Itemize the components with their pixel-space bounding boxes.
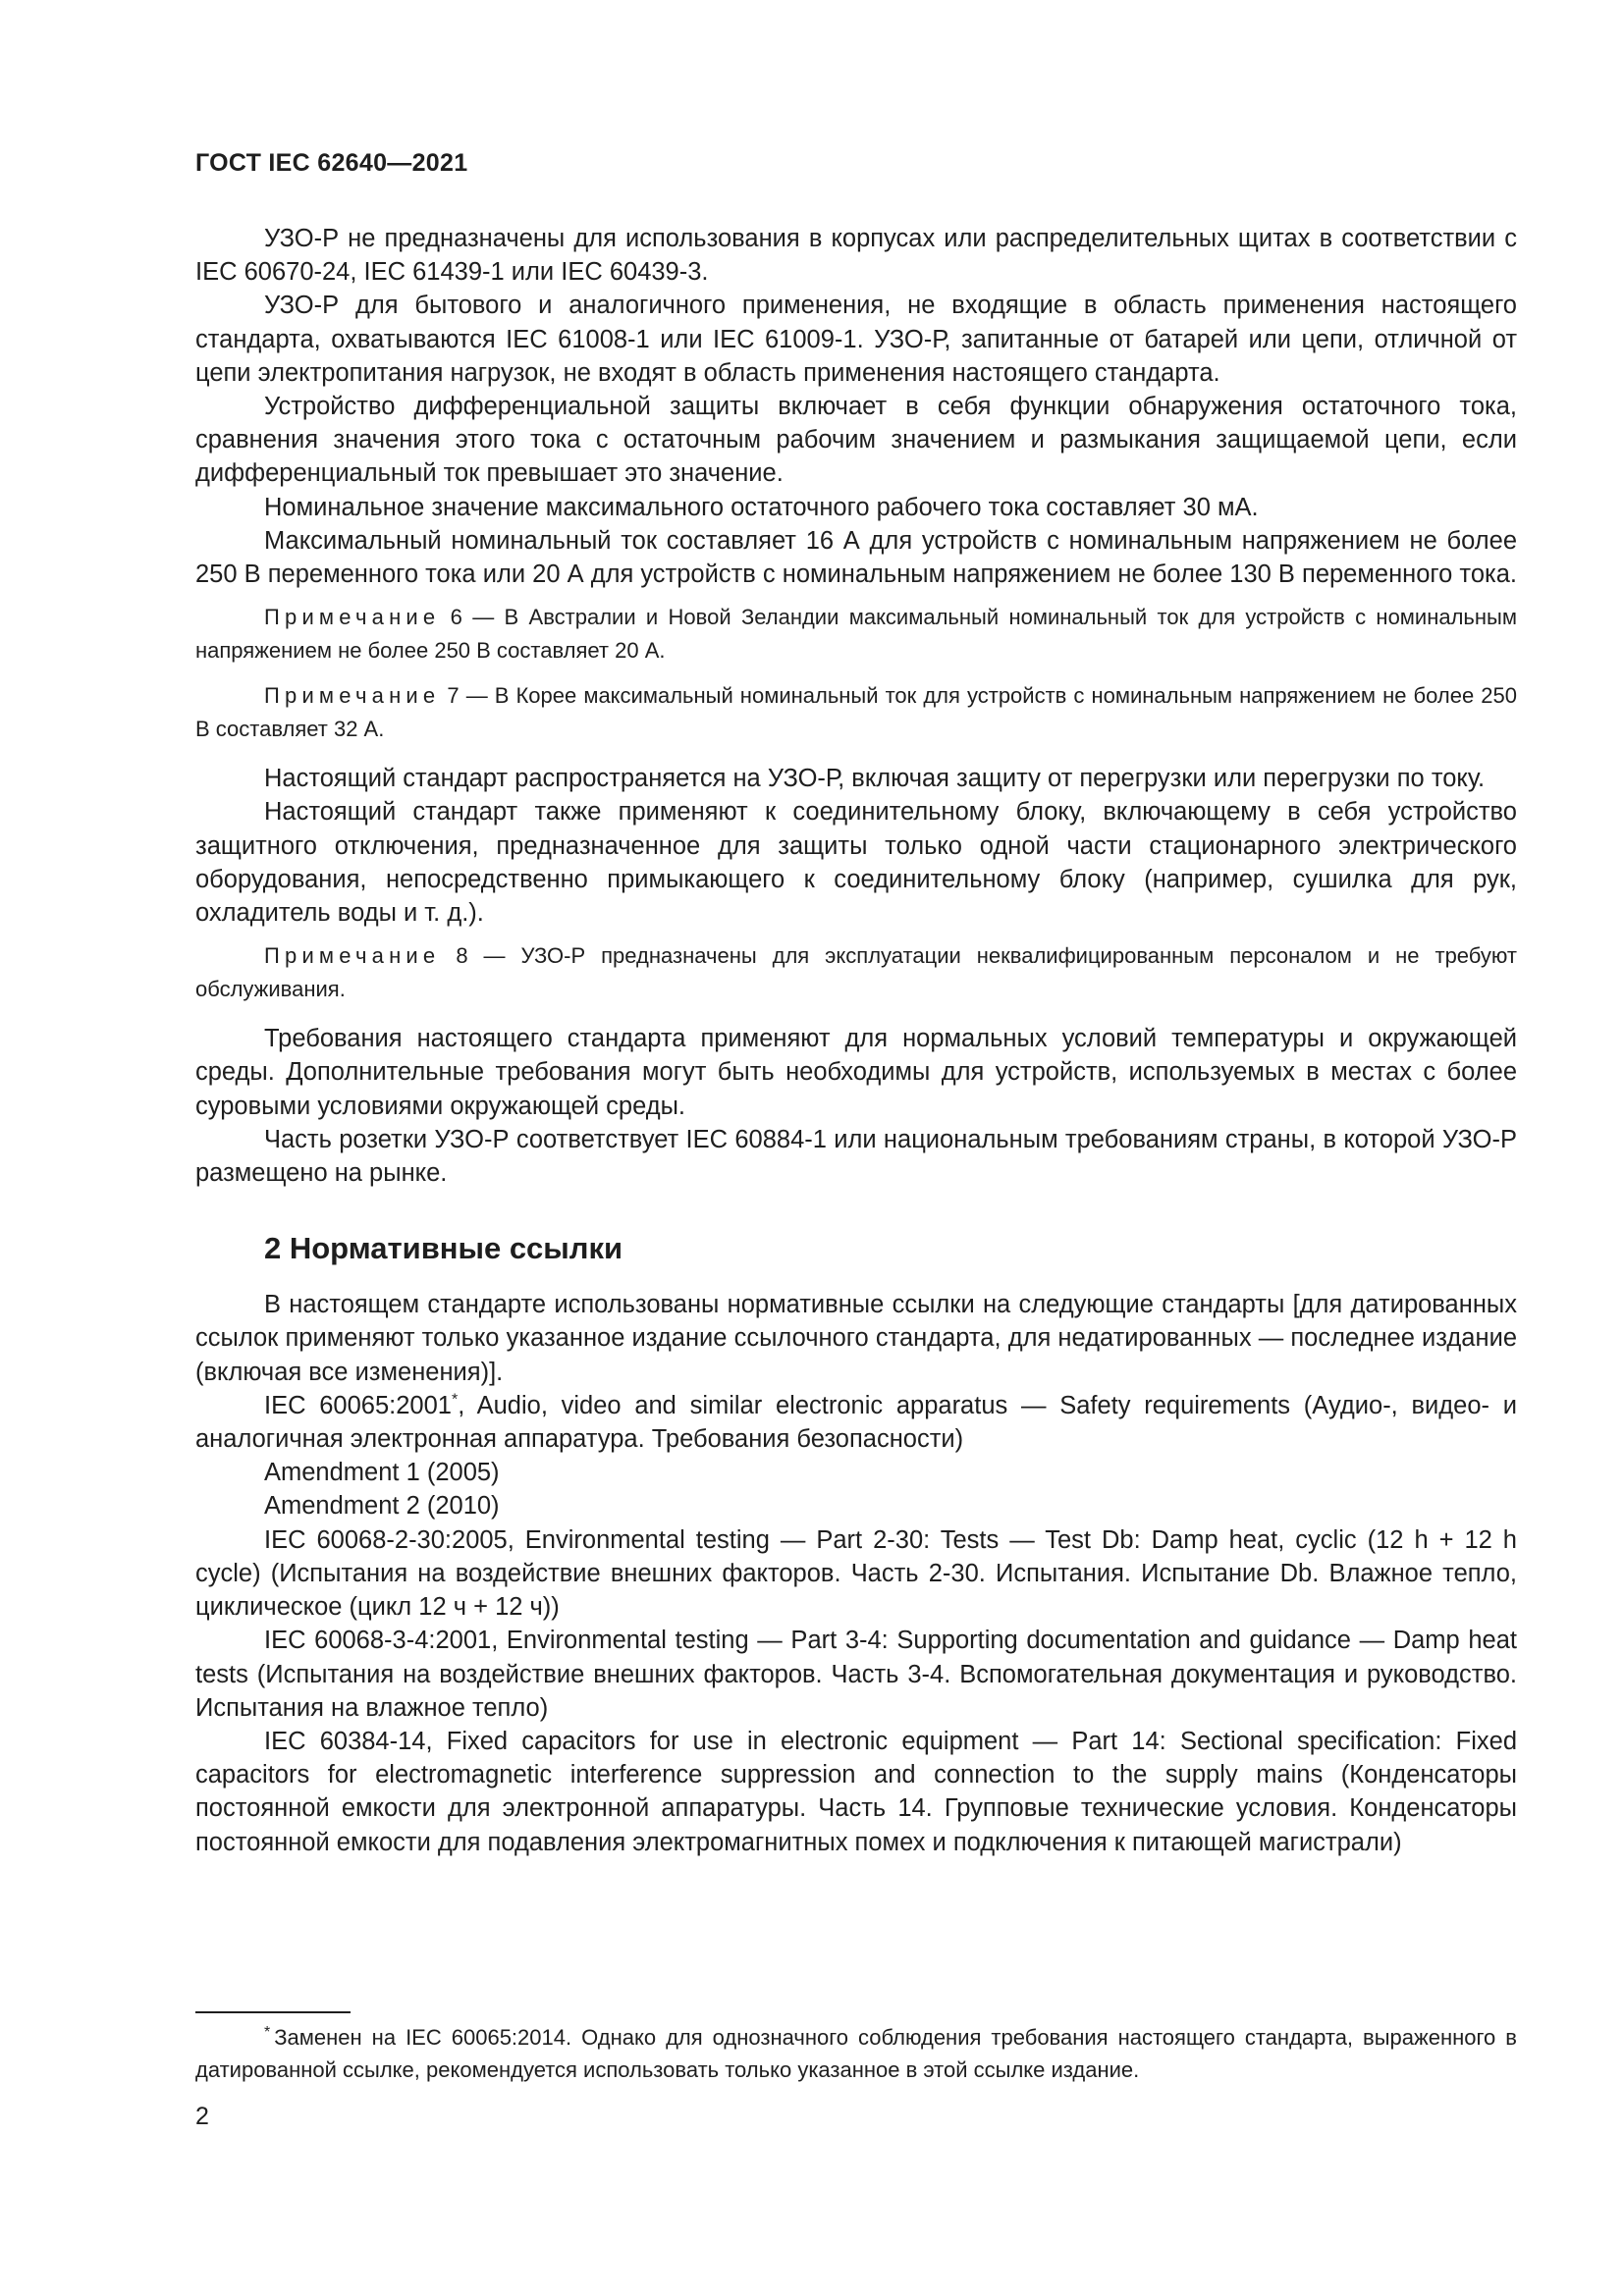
note-label: Примечание — [264, 605, 441, 630]
footnote-mark: * — [264, 2023, 271, 2041]
reference-iec-60065 — [195, 1389, 1517, 1456]
note-text: 7 — В Корее максимальный номинальный ток для устройств с номинальным напряжением не более 250 В составляет 32 А. — [195, 683, 1517, 742]
reference-iec-60068-2-30: IEC 60068-2-30:2005, Environmental testing — Part 2-30: Tests — Test Db: Damp heat, cyclic (12 h + 12 h cycle) (Испытания на воздействие внешних факторов. Часть 2-30. Испытания. Испытание Db. Влажное тепло, циклическое (цикл 12 ч + 12 ч)) — [195, 1525, 1517, 1622]
paragraph-device-functions: Устройство дифференциальной защиты включает в себя функции обнаружения остаточного тока, сравнения значения этого тока с остаточным рабочим значением и размыкания защищаемой цепи, если дифференциальный ток превышает это значение. — [195, 393, 1517, 488]
reference-iec-60068-3-4: IEC 60068-3-4:2001, Environmental testing — Part 3-4: Supporting documentation and guidance — Damp heat tests (Испытания на воздействие внешних факторов. Часть 3-4. Вспомогательная документация и руководство. Испытания на влажное тепло) — [195, 1627, 1517, 1722]
footnote-separator — [195, 2011, 351, 2013]
paragraph-rated-residual-current: Номинальное значение максимального остаточного рабочего тока составляет 30 мА. — [264, 493, 1259, 521]
note-7 — [195, 679, 1517, 746]
note-text: 8 — УЗО-Р предназначены для эксплуатации неквалифицированным персоналом и не требуют обслуживания. — [195, 943, 1517, 1002]
amendment-1: Amendment 1 (2005) — [264, 1459, 500, 1487]
note-label: Примечание — [264, 683, 441, 709]
paragraph-household-scope: УЗО-Р для бытового и аналогичного применения, не входящие в область применения настоящего стандарта, охватываются IEC 61008-1 или IEC 61009-1. УЗО-Р, запитанные от батарей или цепи, отличной от цепи электропитания нагрузок, не входят в область применения настоящего стандарта. — [195, 292, 1517, 387]
page-number: 2 — [195, 2103, 209, 2130]
reference-text: , Audio, video and similar electronic apparatus — Safety requirements (Аудио-, видео- и аналогичная электронная аппаратура. Требования безопасности) — [195, 1391, 1517, 1454]
section-heading: 2 Нормативные ссылки — [264, 1231, 623, 1266]
footnote-marker[interactable]: * — [451, 1391, 459, 1409]
footnote-text: Заменен на IEC 60065:2014. Однако для однозначного соблюдения требования настоящего стандарта, выраженного в датированной ссылке, рекомендуется использовать только указанное в этой ссылке издание. — [195, 2025, 1517, 2082]
reference-iec-60384-14: IEC 60384-14, Fixed capacitors for use in electronic equipment — Part 14: Sectional specification: Fixed capacitors for electromagnetic interference suppression and connection to the supply mains (Конденсаторы постоянной емкости для электронной аппаратуры. Часть 14. Групповые технические условия. Конденсаторы постоянной емкости для подавления электромагнитных помех и подключения к питающей магистрали) — [195, 1727, 1517, 1856]
note-6 — [195, 601, 1517, 667]
paragraph-overload-protection: Настоящий стандарт распространяется на УЗО-Р, включая защиту от перегрузки или перегрузки по току. — [264, 765, 1486, 793]
paragraph-max-rated-current: Максимальный номинальный ток составляет 16 А для устройств с номинальным напряжением не более 250 В переменного тока или 20 А для устройств с номинальным напряжением не более 130 В переменного тока. — [195, 526, 1517, 589]
paragraph-normative-intro: В настоящем стандарте использованы нормативные ссылки на следующие стандарты [для датированных ссылок применяют только указанное издание ссылочного стандарта, для недатированных — последнее издание (включая все изменения)]. — [195, 1291, 1517, 1386]
paragraph-not-for-enclosures: УЗО-Р не предназначены для использования в корпусах или распределительных щитах в соответствии с IEC 60670-24, IEC 61439-1 или IEC 60439-3. — [195, 225, 1517, 287]
note-text: 6 — В Австралии и Новой Зеландии максимальный номинальный ток для устройств с номинальным напряжением не более 250 В составляет 20 А. — [195, 605, 1517, 664]
page-content — [195, 222, 1517, 1859]
note-8 — [195, 939, 1517, 1006]
paragraph-environment-conditions: Требования настоящего стандарта применяют для нормальных условий температуры и окружающей среды. Дополнительные требования могут быть необходимы для устройств, используемых в местах с более суровыми условиями окружающей среды. — [195, 1025, 1517, 1120]
paragraph-connection-unit: Настоящий стандарт также применяют к соединительному блоку, включающему в себя устройство защитного отключения, предназначенное для защиты только одной части стационарного электрического оборудования, непосредственно примыкающего к соединительному блоку (например, сушилка для рук, охладитель воды и т. д.). — [195, 798, 1517, 928]
amendment-2: Amendment 2 (2010) — [264, 1492, 500, 1521]
footnote — [195, 2021, 1517, 2086]
reference-id: IEC 60065:2001 — [264, 1391, 452, 1419]
paragraph-socket-part: Часть розетки УЗО-Р соответствует IEC 60884-1 или национальным требованиям страны, в которой УЗО-Р размещено на рынке. — [195, 1125, 1517, 1188]
document-header: ГОСТ IEC 62640—2021 — [195, 149, 468, 177]
note-label: Примечание — [264, 943, 441, 969]
